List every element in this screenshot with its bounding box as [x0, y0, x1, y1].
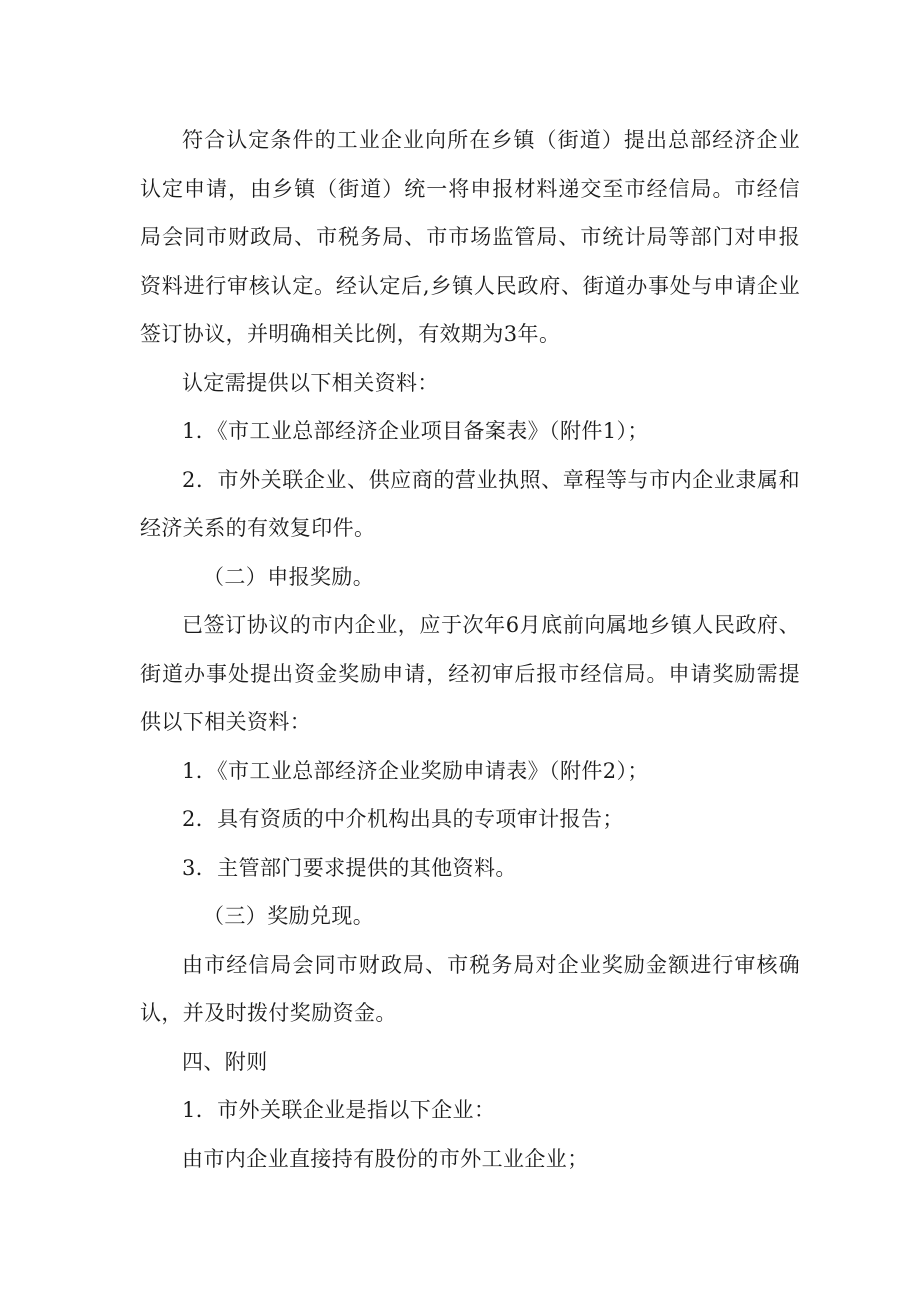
list-item-reward-2: 2．具有资质的中介机构出具的专项审计报告；: [182, 807, 624, 831]
paragraph-certification-procedure: 符合认定条件的工业企业向所在乡镇（街道）提出总部经济企业认定申请，由乡镇（街道）统一将申报材料递交至市经信局。市经信局会同市财政局、市税务局、市市场监管局、市统计局等部门对申报资料进行审核认定。经认定后,乡镇人民政府、街道办事处与申请企业签订协议，并明确相关比例，有效期为3年。: [140, 128, 800, 346]
paragraph-application-reward: 已签订协议的市内企业，应于次年6月底前向属地乡镇人民政府、街道办事处提出资金奖励申请，经初审后报市经信局。申请奖励需提供以下相关资料：: [140, 613, 800, 734]
list-item-reward-1: 1．《市工业总部经济企业奖励申请表》（附件2）；: [182, 758, 649, 783]
paragraph-related-enterprise-definition: 由市内企业直接持有股份的市外工业企业；: [182, 1146, 589, 1171]
paragraph-reward-payment: 由市经信局会同市财政局、市税务局对企业奖励金额进行审核确认，并及时拨付奖励资金。: [140, 952, 800, 1025]
section-heading-supplementary-provisions: 四、附则: [182, 1049, 268, 1074]
section-heading-application-reward: （二）申报奖励。: [203, 564, 375, 589]
list-item-supplementary-1: 1．市外关联企业是指以下企业：: [182, 1098, 496, 1122]
document-body: [140, 116, 800, 1183]
list-item-reward-3: 3．主管部门要求提供的其他资料。: [182, 855, 517, 880]
section-heading-reward-payment: （三）奖励兑现。: [203, 904, 375, 928]
list-item-certification-1: 1．《市工业总部经济企业项目备案表》（附件1）；: [182, 419, 649, 443]
paragraph-certification-materials-intro: 认定需提供以下相关资料：: [182, 370, 439, 395]
list-item-certification-2: 2．市外关联企业、供应商的营业执照、章程等与市内企业隶属和经济关系的有效复印件。: [140, 467, 800, 540]
